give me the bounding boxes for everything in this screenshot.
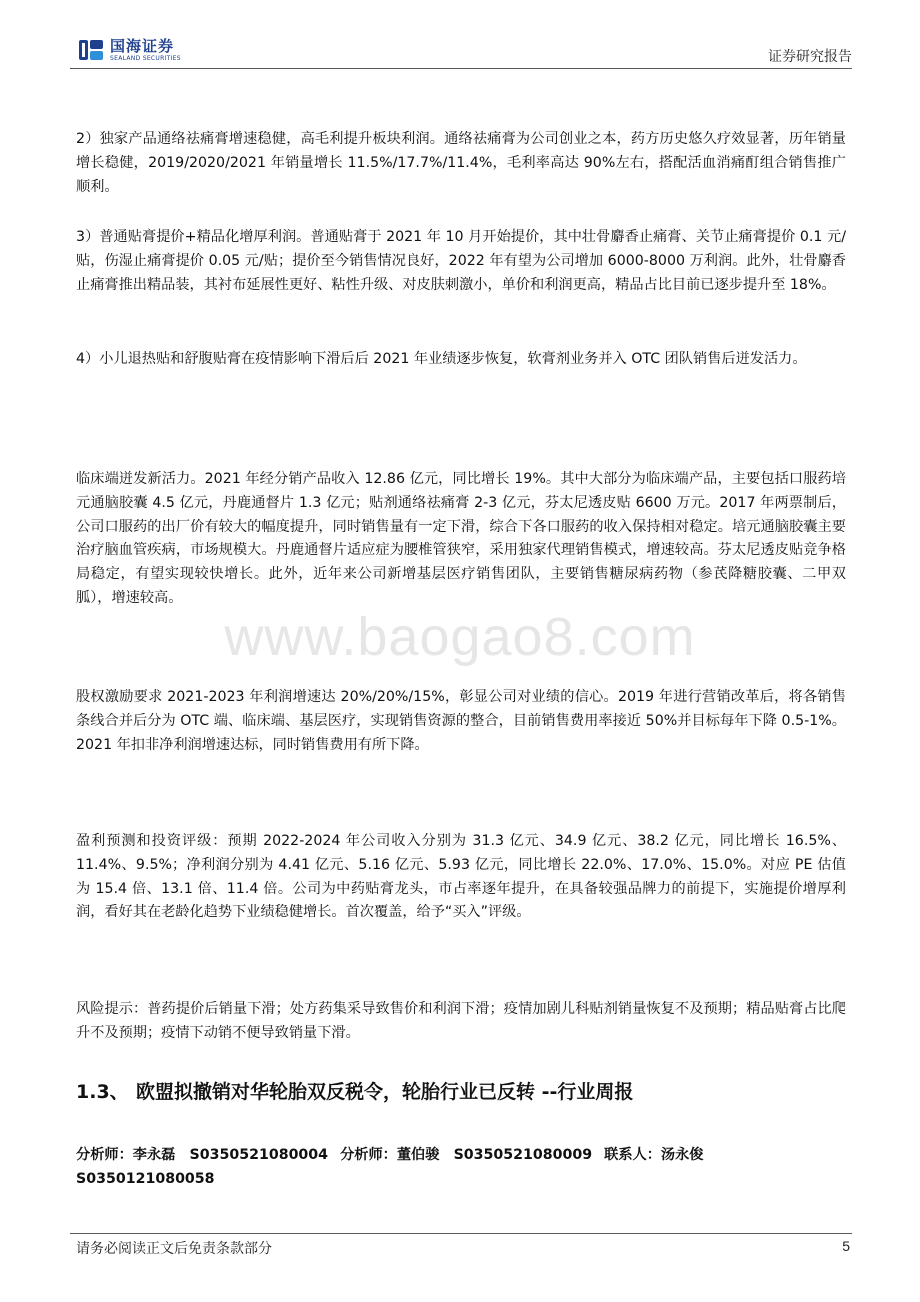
paragraph-product-growth: 2）独家产品通络祛痛膏增速稳健，高毛利提升板块利润。通络祛痛膏为公司创业之本，药方历史悠久疗效显著，历年销量增长稳健，2019/2020/2021 年销量增长 11.5%/17.7%/11.4%，毛利率高达 90%左右，搭配活血消痛酊组合销售推广顺利。 bbox=[76, 131, 846, 195]
section-title: 欧盟拟撤销对华轮胎双反税令，轮胎行业已反转 --行业周报 bbox=[136, 1081, 634, 1103]
page-header bbox=[70, 30, 852, 70]
header-divider bbox=[70, 68, 852, 69]
analyst-list bbox=[76, 1143, 846, 1191]
logo-chinese-name: 国海证券 bbox=[110, 36, 175, 55]
paragraph-equity-incentive: 股权激励要求 2021-2023 年利润增速达 20%/20%/15%，彰显公司对业绩的信心。2019 年进行营销改革后，将各销售条线合并后分为 OTC 端、临床端、基层医疗，实现销售资源的整合，目前销售费用率接近 50%并目标每年下降 0.5-1%。2021 年扣非净利润增速达标，同时销售费用有所下降。 bbox=[76, 689, 846, 753]
contact-person: 联系人：汤永俊 S0350121080058 bbox=[76, 1147, 718, 1187]
logo-emblem-icon bbox=[78, 37, 104, 63]
company-logo bbox=[78, 34, 181, 66]
paragraph-clinical-segment: 临床端迸发新活力。2021 年经分销产品收入 12.86 亿元，同比增长 19%。其中大部分为临床端产品，主要包括口服药培元通脑胶囊 4.5 亿元，丹鹿通督片 1.3 亿元；贴剂通络祛痛膏 2-3 亿元，芬太尼透皮贴 6600 万元。2017 年两票制后，公司口服药的出厂价有较大的幅度提升，同时销售量有一定下滑，综合下各口服药的收入保持相对稳定。培元通脑胶囊主要治疗脑血管疾病，市场规模大。丹鹿通督片适应症为腰椎管狭窄，采用独家代理销售模式，增速较高。芬太尼透皮贴竞争格局稳定，有望实现较快增长。此外，近年来公司新增基层医疗销售团队，主要销售糖尿病药物（参芪降糖胶囊、二甲双胍），增速较高。 bbox=[76, 471, 846, 606]
section-number: 1.3、 bbox=[76, 1081, 129, 1103]
analyst-2: 分析师：董伯骏 S0350521080009 bbox=[340, 1147, 593, 1163]
footer-disclaimer: 请务必阅读正文后免责条款部分 bbox=[76, 1241, 272, 1257]
logo-english-name: SEALAND SECURITIES bbox=[110, 54, 181, 62]
page-number: 5 bbox=[842, 1238, 850, 1254]
paragraph-price-increase: 3）普通贴膏提价+精品化增厚利润。普通贴膏于 2021 年 10 月开始提价，其中壮骨麝香止痛膏、关节止痛膏提价 0.1 元/贴，伤湿止痛膏提价 0.05 元/贴；提价至今销售情况良好，2022 年有望为公司增加 6000-8000 万利润。此外，壮骨麝香止痛膏推出精品装，其衬布延展性更好、粘性升级、对皮肤刺激小，单价和利润更高，精品占比目前已逐步提升至 18%。 bbox=[76, 229, 846, 293]
footer-divider bbox=[70, 1233, 852, 1234]
watermark: www.baogao8.com bbox=[224, 607, 696, 667]
analyst-1: 分析师：李永磊 S0350521080004 bbox=[76, 1147, 329, 1163]
document-type-label: 证券研究报告 bbox=[768, 49, 852, 65]
section-heading bbox=[76, 1078, 633, 1106]
paragraph-risk-warning: 风险提示：普药提价后销量下滑；处方药集采导致售价和利润下滑；疫情加剧儿科贴剂销量恢复不及预期；精品贴膏占比爬升不及预期；疫情下动销不便导致销量下滑。 bbox=[76, 1001, 846, 1041]
paragraph-pediatric-patches: 4）小儿退热贴和舒腹贴膏在疫情影响下滑后后 2021 年业绩逐步恢复，软膏剂业务并入 OTC 团队销售后迸发活力。 bbox=[76, 351, 807, 367]
paragraph-earnings-forecast: 盈利预测和投资评级：预期 2022-2024 年公司收入分别为 31.3 亿元、34.9 亿元、38.2 亿元，同比增长 16.5%、11.4%、9.5%；净利润分别为 4.41 亿元、5.16 亿元、5.93 亿元，同比增长 22.0%、17.0%、15.0%。对应 PE 估值为 15.4 倍、13.1 倍、11.4 倍。公司为中药贴膏龙头，市占率逐年提升，在具备较强品牌力的前提下，实施提价增厚利润，看好其在老龄化趋势下业绩稳健增长。首次覆盖，给予“买入”评级。 bbox=[76, 833, 846, 921]
